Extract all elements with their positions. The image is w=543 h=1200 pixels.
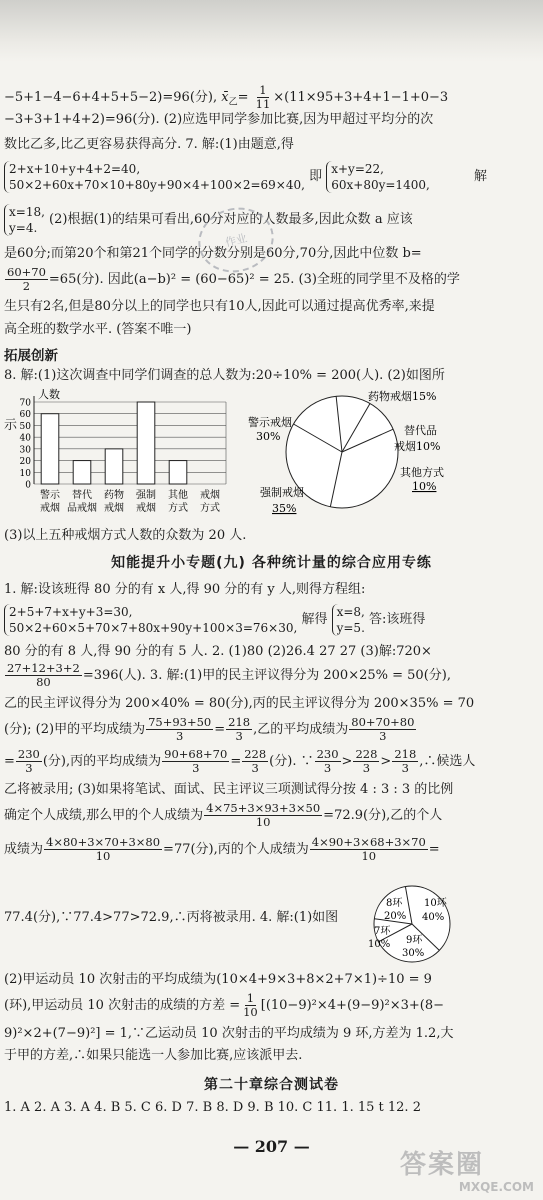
x-category-label: 戒烟 [40, 503, 60, 514]
text-line: = $\frac{230}{3}$ (分),丙的平均成绩为 $\frac{90+68+70}{3}$ = $\frac{228}{3}$ (分). ∵ $\frac{230}{3}$ > $\frac{228}{3}$ > $\frac{218}{3}$ ,∴候选人 [4, 748, 476, 775]
pie-chart-shooting [364, 880, 464, 970]
pie-label: 8环 [386, 898, 403, 909]
text-line: 是60分;而第20个和第21个同学的分数分别是60分,70分,因此中位数 b= [4, 246, 422, 261]
x-category-label: 品戒烟 [67, 503, 97, 514]
text-line: x=18, y=4. (2)根据(1)的结果可看出,60分对应的人数最多,因此众数 a 应该 [4, 200, 539, 240]
text-line: 示 [4, 418, 18, 433]
x-category-label: 强制 [136, 490, 156, 501]
section-title: 拓展创新 [4, 348, 58, 364]
pie-label: 7环 [374, 926, 391, 937]
y-tick-label: 60 [19, 410, 31, 421]
text-line: 80 分的有 8 人,得 90 分的有 5 人. 2. (1)80 (2)26.4 27 27 (3)解:720× [4, 644, 432, 659]
text-line: −5+1−4−6+4+5+5−2)=96(分), $x̄_乙=$ $\frac{1}{11}$ ×(11×95+3+4+1−1+0−3 [4, 84, 449, 111]
equation-system: 2+x+10+y+4+2=40, 50×2+60x+70×10+80y+90×4+100×2=69×40, [4, 161, 305, 193]
text-line: $\frac{27+12+3+2}{80}$ =396(人). 3. 解:(1)甲的民主评议得分为 200×25% = 50(分), [7, 662, 451, 689]
watermark-logo: 答案圈 MXQE.COM [400, 1150, 534, 1194]
section-title: 第二十章综合测试卷 [204, 1077, 339, 1093]
text-line: 乙的民主评议得分为 200×40% = 80(分),丙的民主评议得分为 200×35% = 70 [4, 696, 475, 711]
x-category-label: 替代 [72, 490, 92, 501]
y-tick-label: 0 [25, 480, 31, 491]
top-shadow [0, 0, 543, 62]
pie-label: 10% [368, 939, 391, 950]
bar [73, 461, 91, 484]
page-number: — 207 — [233, 1137, 310, 1156]
pie-label: 10% [412, 480, 437, 493]
text-line: 乙将被录用; (3)如果将笔试、面试、民主评议三项测试得分按 4 : 3 : 3 的比例 [4, 782, 454, 797]
text-line: −3+3+1+4+2)=96(分). (2)应选甲同学参加比赛,因为甲超过平均分的次 [4, 112, 434, 127]
section-title: 知能提升小专题(九) 各种统计量的综合应用专练 [111, 555, 432, 571]
equation-system-line: 2+x+10+y+4+2=40, 50×2+60x+70×10+80y+90×4+100×2=69×40, 即 x+y=22, 60x+80y=1400, 解 [4, 156, 539, 198]
pie-label: 戒烟10% [394, 440, 441, 453]
text-line: 8. 解:(1)这次调查中同学们调查的总人数为:20÷10% = 200(人). (2)如图所 [4, 368, 445, 383]
y-tick-label: 50 [19, 421, 31, 432]
bar [105, 449, 123, 484]
y-tick-label: 20 [19, 457, 31, 468]
y-tick-label: 10 [19, 468, 31, 479]
x-category-label: 药物 [104, 490, 124, 501]
equation-system-line: 2+5+7+x+y+3=30, 50×2+60×5+70×7+80x+90y+100×3=76×30, 解得 x=8, y=5. 答:该班得 [4, 600, 539, 640]
pie-label: 强制戒烟 [260, 486, 304, 499]
text-line: (环),甲运动员 10 次射击的成绩的方差 = $\frac{1}{10}$ [(10−9)²×4+(9−9)²×3+(8− [4, 992, 445, 1019]
y-axis-label: 人数 [38, 388, 60, 401]
text-line: $\frac{60+70}{2}$ =65(分). 因此(a−b)² = (60−65)² = 25. (3)全班的同学里不及格的学 [7, 266, 460, 293]
pie-label: 20% [384, 911, 407, 922]
x-category-label: 警示 [40, 490, 60, 501]
pie-label: 30% [402, 948, 425, 959]
bar [137, 402, 155, 484]
text-line: 数比乙多,比乙更容易获得高分. 7. 解:(1)由题意,得 [4, 137, 294, 152]
bar [169, 461, 187, 484]
x-category-label: 方式 [168, 503, 188, 514]
x-category-label: 其他 [168, 490, 188, 501]
text-line: 生只有2名,但是80分以上的同学也只有10人,因此可以通过提高优秀率,来提 [4, 299, 435, 314]
text-line: 成绩为 $\frac{4\times 80+3\times 70+3\times 80}{10}$ =77(分),丙的个人成绩为 $\frac{4\times 90+3\times 68+3\times 70}{10}$ = [4, 836, 440, 863]
text-line: 于甲的方差,∴如果只能选一人参加比赛,应该派甲去. [4, 1048, 303, 1063]
pie-label: 30% [256, 430, 281, 443]
pie-label: 40% [422, 912, 445, 923]
y-tick-label: 40 [19, 433, 31, 444]
text-line: (2)甲运动员 10 次射击的平均成绩为(10×4+9×3+8×2+7×1)÷10 = 9 [4, 972, 432, 987]
text-line: 9)²×2+(7−9)²] = 1,∵乙运动员 10 次射击的平均成绩为 9 环,方差为 1.2,大 [4, 1026, 454, 1041]
text-line: 确定个人成绩,那么甲的个人成绩为 $\frac{4\times 75+3\times 93+3\times 50}{10}$ =72.9(分),乙的个人 [4, 802, 443, 829]
pie-label: 其他方式 [400, 466, 444, 479]
text-line: 1. 解:设该班得 80 分的有 x 人,得 90 分的有 y 人,则得方程组: [4, 582, 366, 597]
y-tick-label: 30 [19, 445, 31, 456]
pie-label: 警示戒烟 [248, 416, 292, 429]
x-category-label: 戒烟 [104, 503, 124, 514]
text-line: (3)以上五种戒烟方式人数的众数为 20 人. [4, 528, 247, 543]
text-line: (分); (2)甲的平均成绩为 $\frac{75+93+50}{3}$ = $\frac{218}{3}$ ,乙的平均成绩为 $\frac{80+70+80}{3}$ [4, 716, 415, 743]
y-tick-label: 70 [19, 398, 31, 409]
pie-label: 替代品 [404, 424, 437, 437]
bar [41, 414, 59, 484]
pie-label: 9环 [406, 935, 423, 946]
x-category-label: 戒烟 [200, 490, 220, 501]
x-category-label: 戒烟 [136, 503, 156, 514]
pie-label: 35% [272, 502, 297, 515]
pie-label: 10环 [424, 898, 447, 909]
pie-chart-smoking [242, 388, 538, 524]
text-line: 77.4(分),∵77.4>77>72.9,∴丙将被录用. 4. 解:(1)如图 [4, 910, 339, 925]
stamp-mark: 作业 [191, 200, 280, 280]
bar-chart [4, 386, 232, 524]
answer-line: 1. A 2. A 3. A 4. B 5. C 6. D 7. B 8. D 9. B 10. C 11. 1. 15 t 12. 2 [4, 1100, 421, 1115]
text-line: 高全班的数学水平. (答案不唯一) [4, 322, 192, 337]
pie-label: 药物戒烟15% [368, 390, 437, 403]
x-category-label: 方式 [200, 503, 220, 514]
